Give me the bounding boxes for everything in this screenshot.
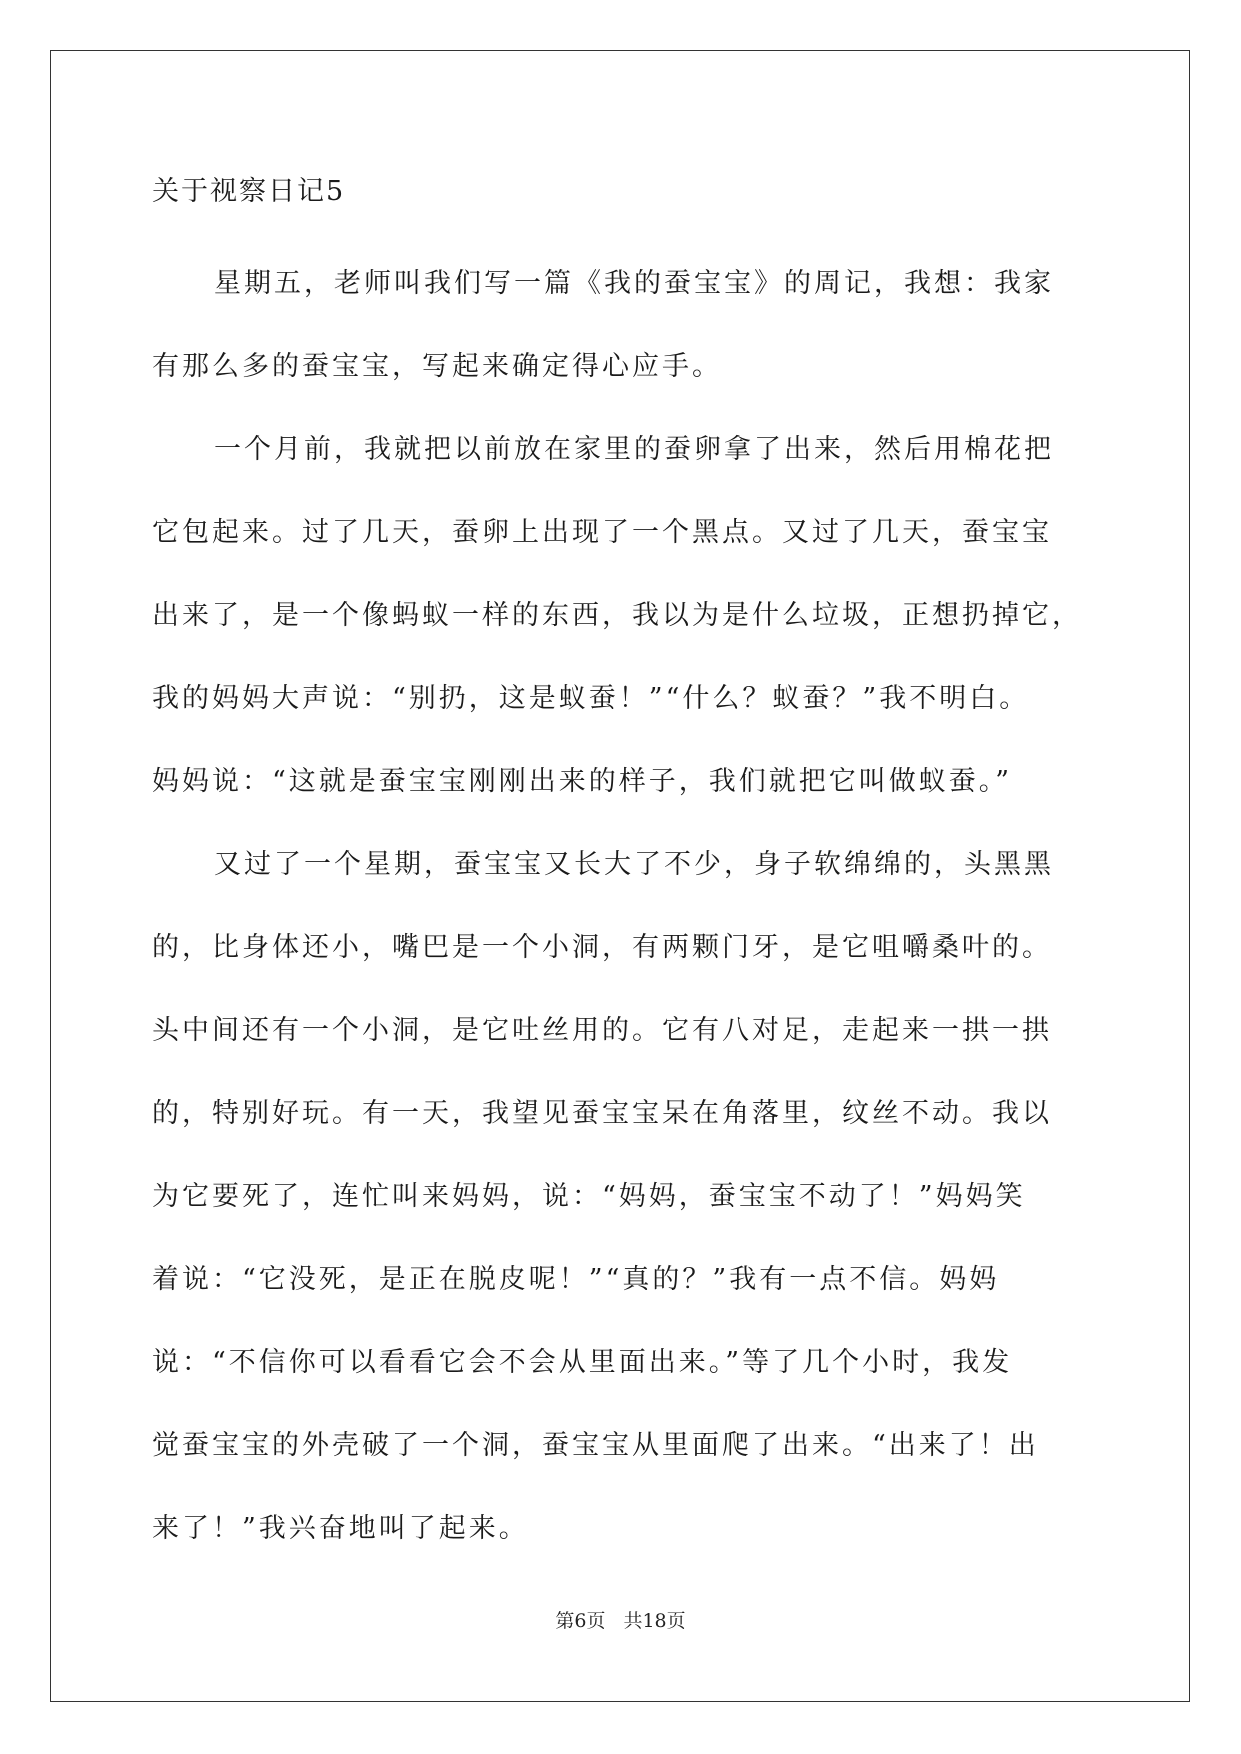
- paragraph-3: [152, 823, 1097, 1570]
- paragraph-line: 有那么多的蚕宝宝，写起来确定得心应手。: [152, 351, 722, 382]
- document-title: 关于视察日记5: [152, 176, 346, 207]
- page-total: 共18页: [623, 1610, 686, 1632]
- page-footer: [0, 1609, 1241, 1633]
- paragraph-line: 我的妈妈大声说：“别扔，这是蚁蚕！”“什么？蚁蚕？”我不明白。: [152, 683, 1030, 714]
- paragraph-line: 的，特别好玩。有一天，我望见蚕宝宝呆在角落里，纹丝不动。我以: [152, 1098, 1052, 1129]
- paragraph-2: [152, 408, 1097, 823]
- paragraph-line: 星期五，老师叫我们写一篇《我的蚕宝宝》的周记，我想：我家: [214, 268, 1054, 299]
- paragraph-line: 头中间还有一个小洞，是它吐丝用的。它有八对足，走起来一拱一拱: [152, 1015, 1052, 1046]
- page-number: 第6页: [555, 1610, 606, 1632]
- paragraph-line: 它包起来。过了几天，蚕卵上出现了一个黑点。又过了几天，蚕宝宝: [152, 517, 1052, 548]
- document-body: [152, 168, 1097, 1570]
- paragraph-line: 又过了一个星期，蚕宝宝又长大了不少，身子软绵绵的，头黑黑: [214, 849, 1054, 880]
- paragraph-line: 为它要死了，连忙叫来妈妈，说：“妈妈，蚕宝宝不动了！”妈妈笑: [152, 1181, 1026, 1212]
- paragraph-line: 着说：“它没死，是正在脱皮呢！”“真的？”我有一点不信。妈妈: [152, 1264, 1000, 1295]
- paragraph-line: 妈妈说：“这就是蚕宝宝刚刚出来的样子，我们就把它叫做蚁蚕。”: [152, 766, 1013, 797]
- paragraph-line: 觉蚕宝宝的外壳破了一个洞，蚕宝宝从里面爬了出来。“出来了！出: [152, 1430, 1039, 1461]
- paragraph-line: 说：“不信你可以看看它会不会从里面出来。”等了几个小时，我发: [152, 1347, 1013, 1378]
- paragraph-1: [152, 242, 1097, 408]
- paragraph-line: 的，比身体还小，嘴巴是一个小洞，有两颗门牙，是它咀嚼桑叶的。: [152, 932, 1052, 963]
- paragraph-line: 出来了，是一个像蚂蚁一样的东西，我以为是什么垃圾，正想扔掉它，: [152, 600, 1082, 631]
- paragraph-line: 一个月前，我就把以前放在家里的蚕卵拿了出来，然后用棉花把: [214, 434, 1054, 465]
- paragraph-line: 来了！”我兴奋地叫了起来。: [152, 1513, 529, 1544]
